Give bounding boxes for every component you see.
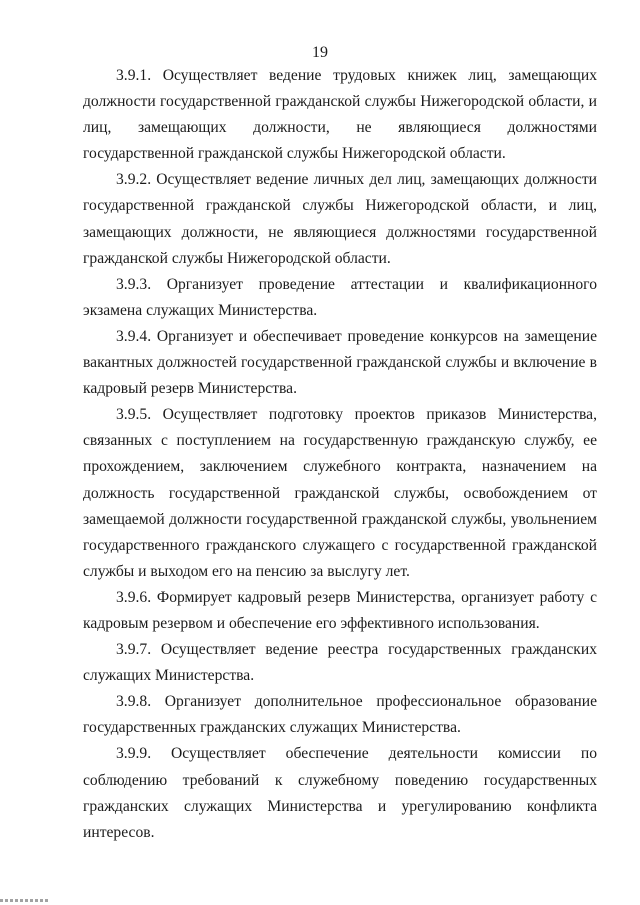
paragraph-3-9-5: 3.9.5. Осуществляет подготовку проектов приказов Министерства, связанных с поступлением на государственную гражданскую службу, ее прохождением, заключением служебного контракта, назначением на должность государственной гражданской службы, освобождением от замещаемой должности государственной гражданской службы, увольнением государственного гражданского служащего с государственной гражданской службы и выходом его на пенсию за выслугу лет. (83, 406, 597, 580)
paragraph-3-9-6: 3.9.6. Формирует кадровый резерв Министерства, организует работу с кадровым резервом и обеспечение его эффективного использования. (83, 588, 597, 632)
paragraph-3-9-9: 3.9.9. Осуществляет обеспечение деятельности комиссии по соблюдению требований к служебному поведению государственных гражданских служащих Министерства и урегулированию конфликта интересов. (83, 745, 597, 841)
paragraph-3-9-3: 3.9.3. Организует проведение аттестации и квалификационного экзамена служащих Министерства. (83, 275, 597, 319)
paragraph-3-9-8: 3.9.8. Организует дополнительное профессиональное образование государственных гражданских служащих Министерства. (83, 693, 597, 737)
document-body (83, 63, 597, 846)
paragraph-3-9-4: 3.9.4. Организует и обеспечивает проведение конкурсов на замещение вакантных должностей государственной гражданской службы и включение в кадровый резерв Министерства. (83, 327, 597, 398)
paragraph-3-9-2: 3.9.2. Осуществляет ведение личных дел лиц, замещающих должности государственной гражданской службы Нижегородской области, и лиц, замещающих должности, не являющиеся должностями государственной гражданской службы Нижегородской области. (83, 171, 597, 267)
page-number: 19 (312, 44, 328, 61)
paragraph-3-9-1: 3.9.1. Осуществляет ведение трудовых книжек лиц, замещающих должности государственной гражданской службы Нижегородской области, и лиц, замещающих должности, не являющиеся должностями государственной гражданской службы Нижегородской области. (83, 67, 597, 163)
paragraph-3-9-7: 3.9.7. Осуществляет ведение реестра государственных гражданских служащих Министерства. (83, 641, 597, 685)
scan-artifact (0, 899, 48, 902)
